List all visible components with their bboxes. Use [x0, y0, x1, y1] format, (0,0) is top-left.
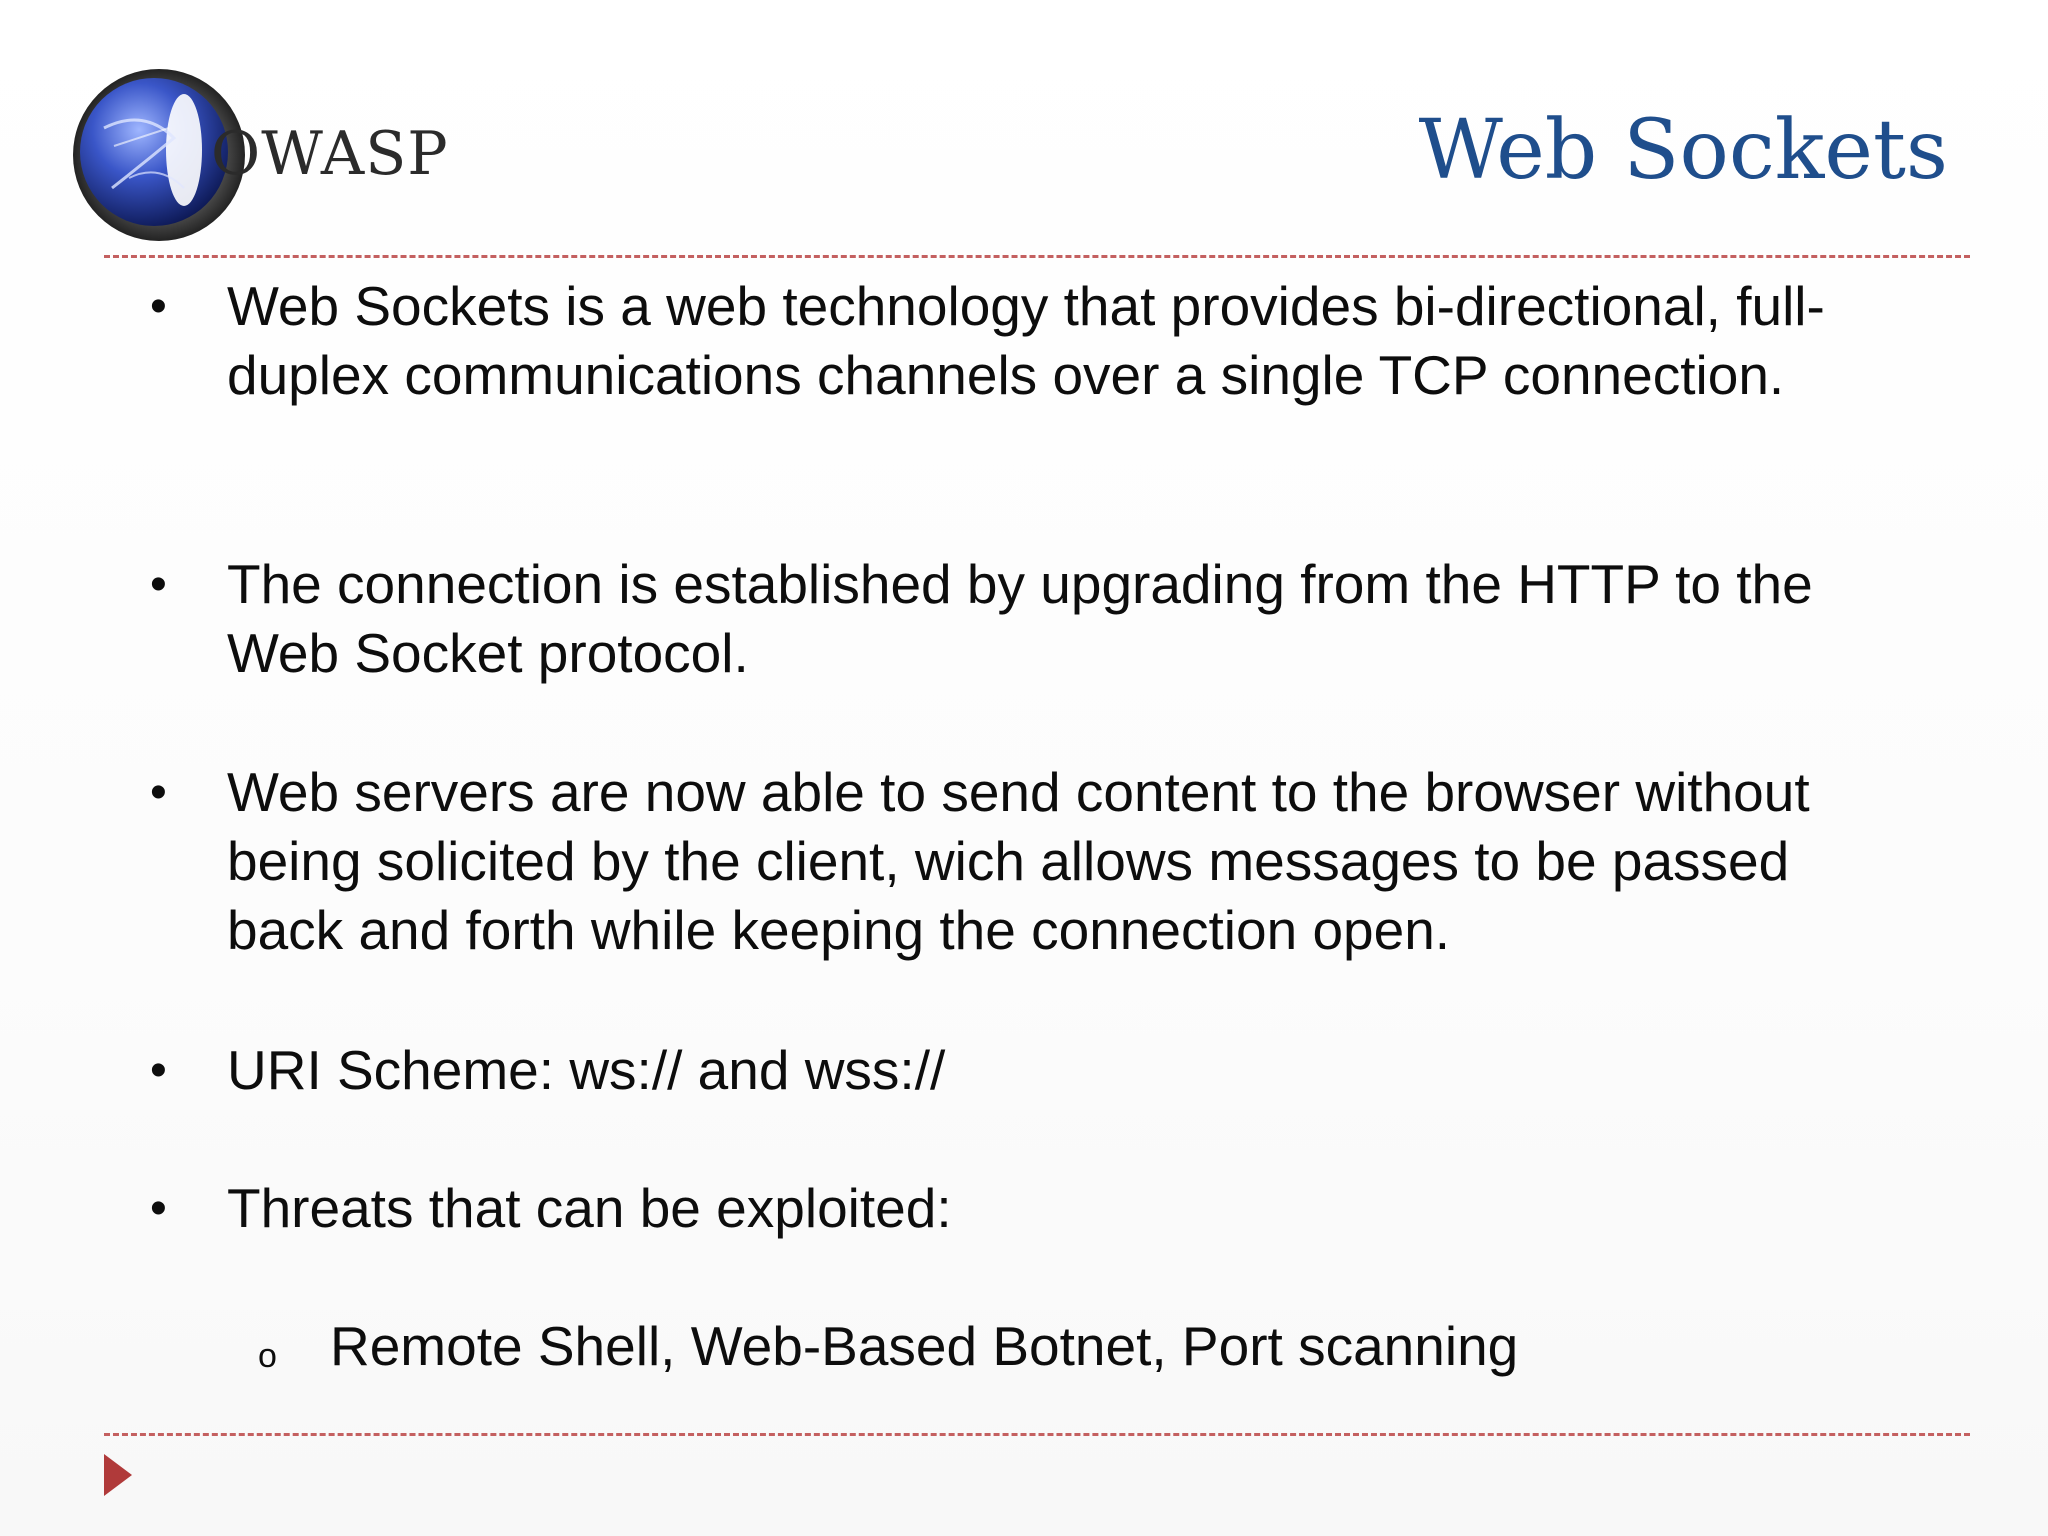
bullet-dot-icon: •	[150, 1182, 167, 1235]
bottom-divider	[104, 1433, 1970, 1436]
bullet-text: Web servers are now able to send content to the browser without being solicited by the client, wich allows messages to be passed back and forth while keeping the connection open.	[227, 761, 1810, 961]
bullet-text: Web Sockets is a web technology that provides bi-directional, full-duplex communications channels over a single TCP connection.	[227, 275, 1825, 406]
bullet-dot-icon: •	[150, 558, 167, 611]
bullet-dot-icon: •	[150, 280, 167, 333]
slide-title: Web Sockets	[1418, 103, 1948, 198]
triangle-arrow-icon	[104, 1454, 132, 1496]
bullet-dot-icon: •	[150, 766, 167, 819]
bullet-text: Threats that can be exploited:	[227, 1177, 952, 1239]
logo-text: OWASP	[211, 119, 449, 189]
bullet-text: URI Scheme: ws:// and wss://	[227, 1039, 946, 1101]
bullet-text: The connection is established by upgrading from the HTTP to the Web Socket protocol.	[227, 553, 1813, 684]
hollow-circle-bullet-icon: o	[258, 1337, 277, 1375]
bullet-dot-icon: •	[150, 1044, 167, 1097]
sub-bullet-text: Remote Shell, Web-Based Botnet, Port scanning	[330, 1315, 1519, 1377]
